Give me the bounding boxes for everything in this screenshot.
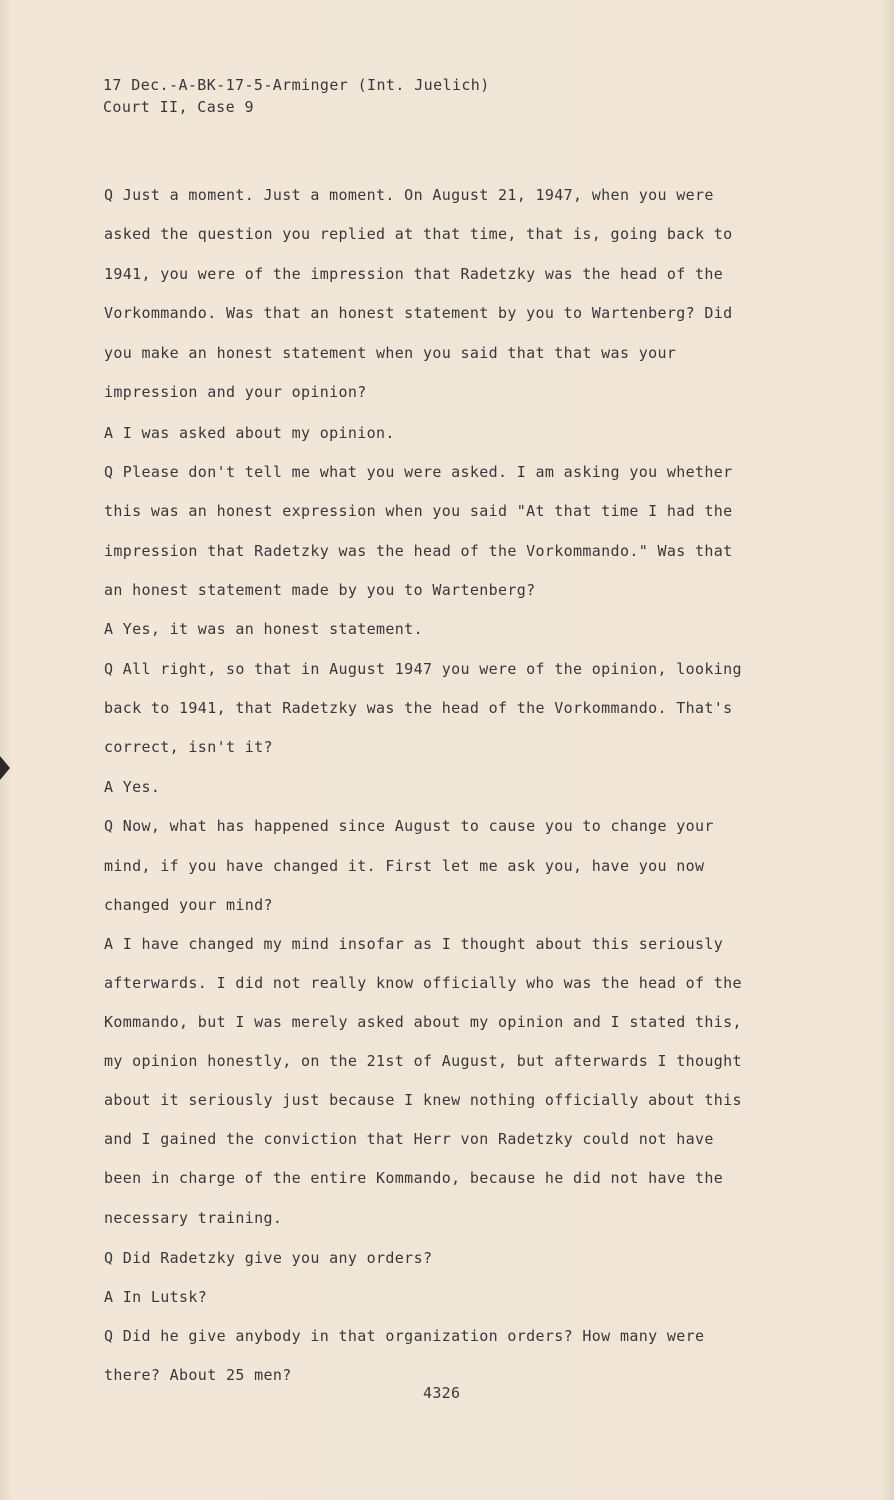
document-header <box>103 74 490 118</box>
transcript-line: Kommando, but I was merely asked about my opinion and I stated this, <box>104 1013 742 1031</box>
transcript-line: back to 1941, that Radetzky was the head of the Vorkommando. That's <box>104 699 733 717</box>
transcript-line: asked the question you replied at that time, that is, going back to <box>104 225 733 243</box>
transcript-line: my opinion honestly, on the 21st of August, but afterwards I thought <box>104 1052 742 1070</box>
transcript-line: Q Now, what has happened since August to cause you to change your <box>104 817 714 835</box>
transcript-line: mind, if you have changed it. First let me ask you, have you now <box>104 857 705 875</box>
transcript-line: impression that Radetzky was the head of the Vorkommando." Was that <box>104 542 733 560</box>
transcript-line: there? About 25 men? <box>104 1366 292 1384</box>
transcript-line: correct, isn't it? <box>104 738 273 756</box>
transcript-line: impression and your opinion? <box>104 383 367 401</box>
page-number: 4326 <box>423 1384 461 1402</box>
transcript-line: 1941, you were of the impression that Radetzky was the head of the <box>104 265 724 283</box>
transcript-line: Q Just a moment. Just a moment. On August 21, 1947, when you were <box>104 186 714 204</box>
transcript-line: A I have changed my mind insofar as I thought about this seriously <box>104 935 724 953</box>
transcript-line: afterwards. I did not really know officially who was the head of the <box>104 974 742 992</box>
transcript-line: A In Lutsk? <box>104 1288 208 1306</box>
binding-edge-mark <box>0 756 10 780</box>
transcript-line: an honest statement made by you to Wartenberg? <box>104 581 536 599</box>
transcript-line: this was an honest expression when you said "At that time I had the <box>104 502 733 520</box>
transcript-line: changed your mind? <box>104 896 273 914</box>
transcript-line: and I gained the conviction that Herr von Radetzky could not have <box>104 1130 714 1148</box>
transcript-line: Q Please don't tell me what you were asked. I am asking you whether <box>104 463 733 481</box>
transcript-line: necessary training. <box>104 1209 283 1227</box>
transcript-line: A Yes. <box>104 778 161 796</box>
header-line-1: 17 Dec.-A-BK-17-5-Arminger (Int. Juelich) <box>103 76 490 94</box>
transcript-line: Q Did Radetzky give you any orders? <box>104 1249 433 1267</box>
transcript-line: A Yes, it was an honest statement. <box>104 620 423 638</box>
transcript-line: been in charge of the entire Kommando, because he did not have the <box>104 1169 724 1187</box>
transcript-line: Q Did he give anybody in that organization orders? How many were <box>104 1327 705 1345</box>
transcript-line: A I was asked about my opinion. <box>104 424 395 442</box>
header-line-2: Court II, Case 9 <box>103 98 254 116</box>
transcript-line: about it seriously just because I knew nothing officially about this <box>104 1091 742 1109</box>
transcript-line: Vorkommando. Was that an honest statement by you to Wartenberg? Did <box>104 304 733 322</box>
transcript-line: you make an honest statement when you said that that was your <box>104 344 677 362</box>
transcript-line: Q All right, so that in August 1947 you were of the opinion, looking <box>104 660 742 678</box>
